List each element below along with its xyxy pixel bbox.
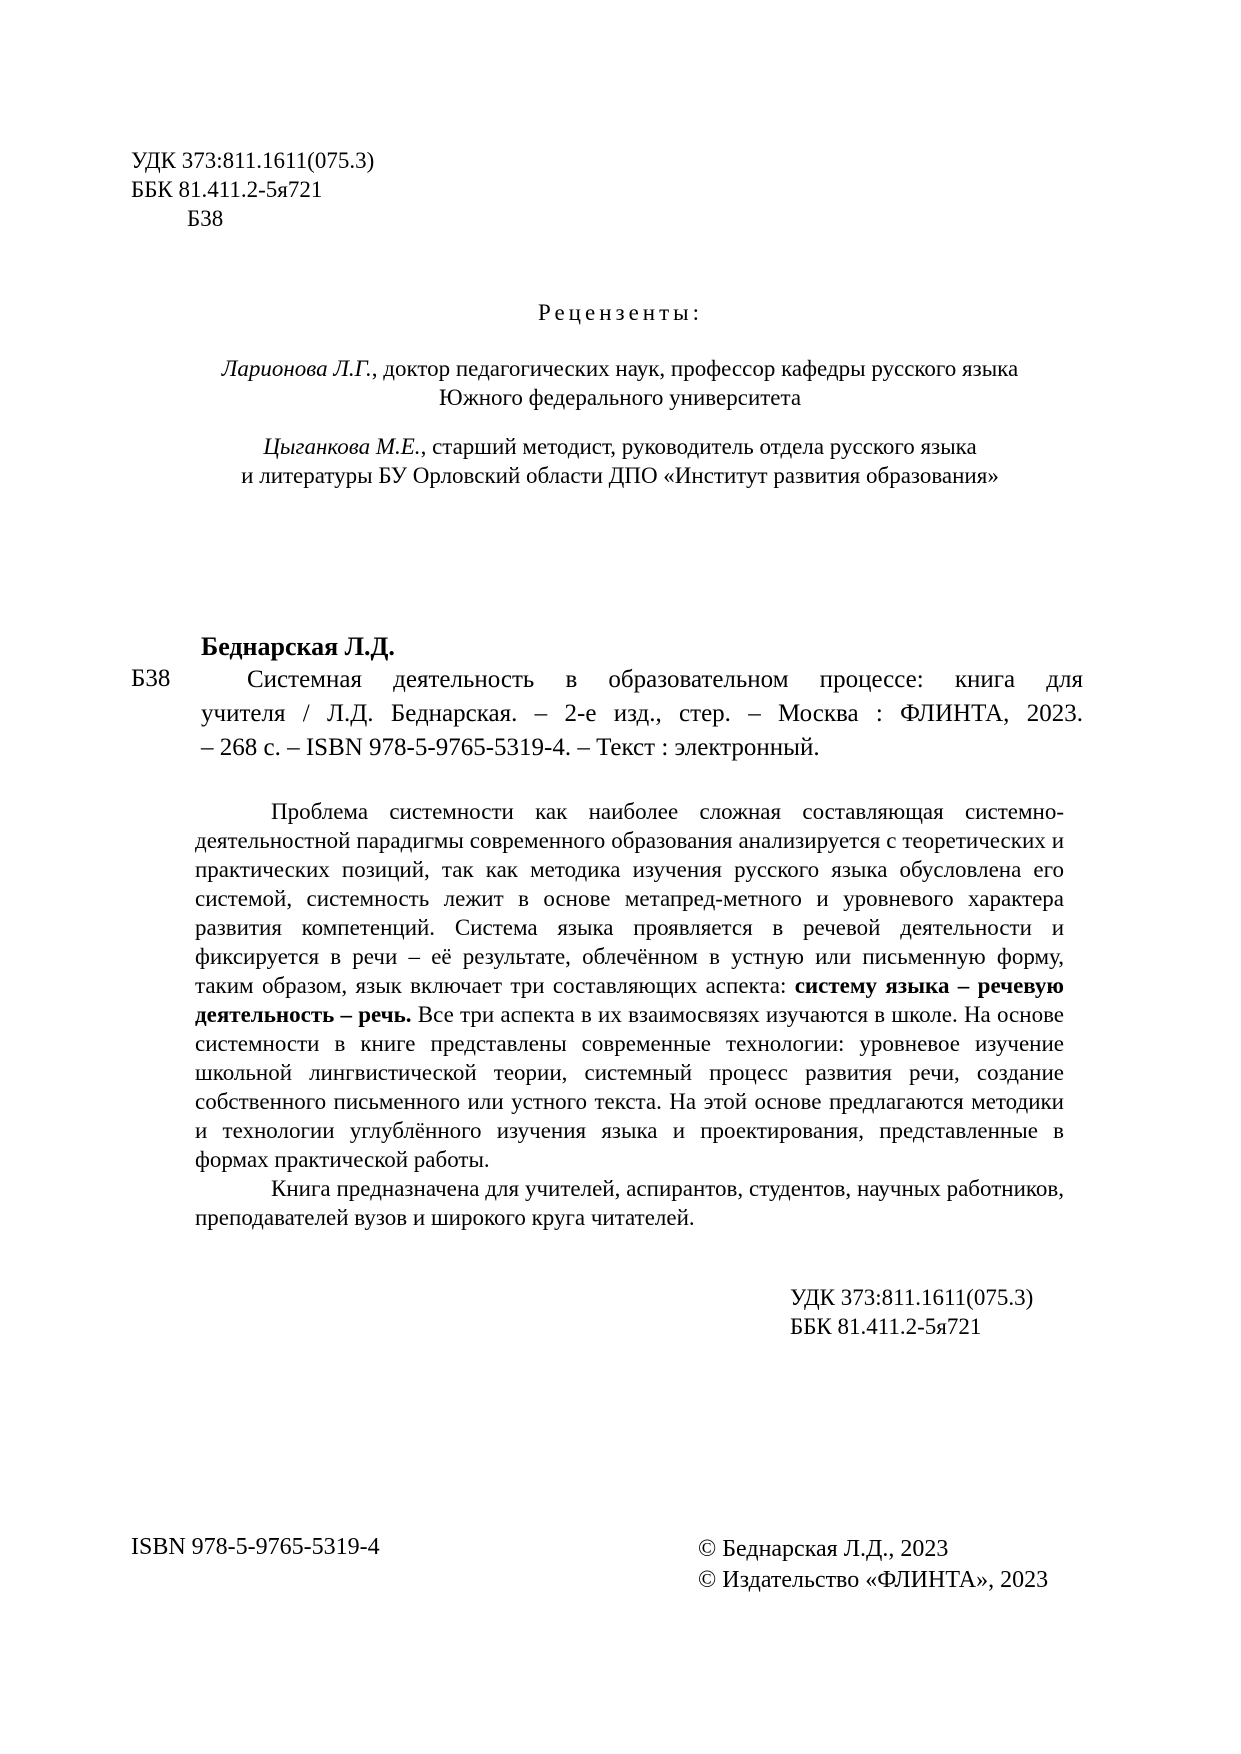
abstract-paragraph-2: Книга предназначена для учителей, аспирантов, студентов, научных работников, преподавателей вузов и широкого круга читателей. [195, 1176, 1064, 1230]
reviewer-1 [120, 354, 1120, 412]
record-line-1: Системная деятельность в образовательном процессе: книга для [247, 666, 1083, 693]
reviewers-heading: Рецензенты: [537, 300, 704, 325]
bbk-code: ББК 81.411.2-5я721 [131, 177, 323, 202]
author-mark: Б38 [187, 206, 224, 231]
record-author: Беднарская Л.Д. [201, 632, 395, 661]
udk-code-bottom: УДК 373:811.1611(075.3) [790, 1285, 1034, 1310]
reviewer-2-description: , старший методист, руководитель отдела русского языка [420, 434, 977, 459]
bibliographic-record [201, 663, 1083, 765]
abstract-paragraph-1 [195, 797, 1064, 1174]
reviewer-1-name: Ларионова Л.Г. [221, 356, 372, 381]
record-line-2: учителя / Л.Д. Беднарская. – 2-е изд., стер. – Москва : ФЛИНТА, 2023. [201, 700, 1083, 727]
abstract [195, 797, 1064, 1232]
copyright-block [698, 1534, 1048, 1596]
record-code: Б38 [131, 665, 171, 692]
abstract-emphasis: систему языка – речевую деятельность – речь. [195, 973, 1064, 1027]
reviewer-1-description: , доктор педагогических наук, профессор кафедры русского языка [371, 356, 1019, 381]
udk-code: УДК 373:811.1611(075.3) [131, 148, 375, 173]
reviewer-2-affiliation: и литературы БУ Орловский области ДПО «Институт развития образования» [241, 463, 999, 488]
copyright-author: © Беднарская Л.Д., 2023 [698, 1536, 949, 1562]
isbn: ISBN 978-5-9765-5319-4 [131, 1534, 380, 1560]
reviewer-1-affiliation: Южного федерального университета [438, 385, 802, 410]
abstract-text: Проблема системности как наиболее сложная составляющая системно-деятельностной парадигмы современного образования анализируется с теоретических и практических позиций, так как методика изучения русского языка обусловлена его системой, системность лежит в основе метапред-метного и уровневого характера развития компетенций. Система языка проявляется в речевой деятельности и фиксируется в речи – её результате, облечённом в устную или письменную форму, таким образом, язык включает три составляющих аспекта: [195, 799, 1064, 998]
abstract-text-continued: Все три аспекта в их взаимосвязях изучаются в школе. На основе системности в книге представлены современные технологии: уровневое изучение школьной лингвистической теории, системный процесс развития речи, создание собственного письменного или устного текста. На этой основе предлагаются методики и технологии углублённого изучения языка и проектирования, представленные в формах практической работы. [195, 1002, 1065, 1172]
record-line-3: – 268 с. – ISBN 978-5-9765-5319-4. – Текст : электронный. [201, 734, 820, 761]
copyright-publisher: © Издательство «ФЛИНТА», 2023 [698, 1567, 1049, 1593]
reviewer-2 [120, 432, 1120, 490]
reviewer-2-name: Цыганкова М.Е. [263, 434, 421, 459]
bbk-code-bottom: ББК 81.411.2-5я721 [790, 1314, 982, 1339]
catalog-codes-bottom [790, 1283, 1033, 1341]
catalog-codes-top [131, 146, 374, 233]
